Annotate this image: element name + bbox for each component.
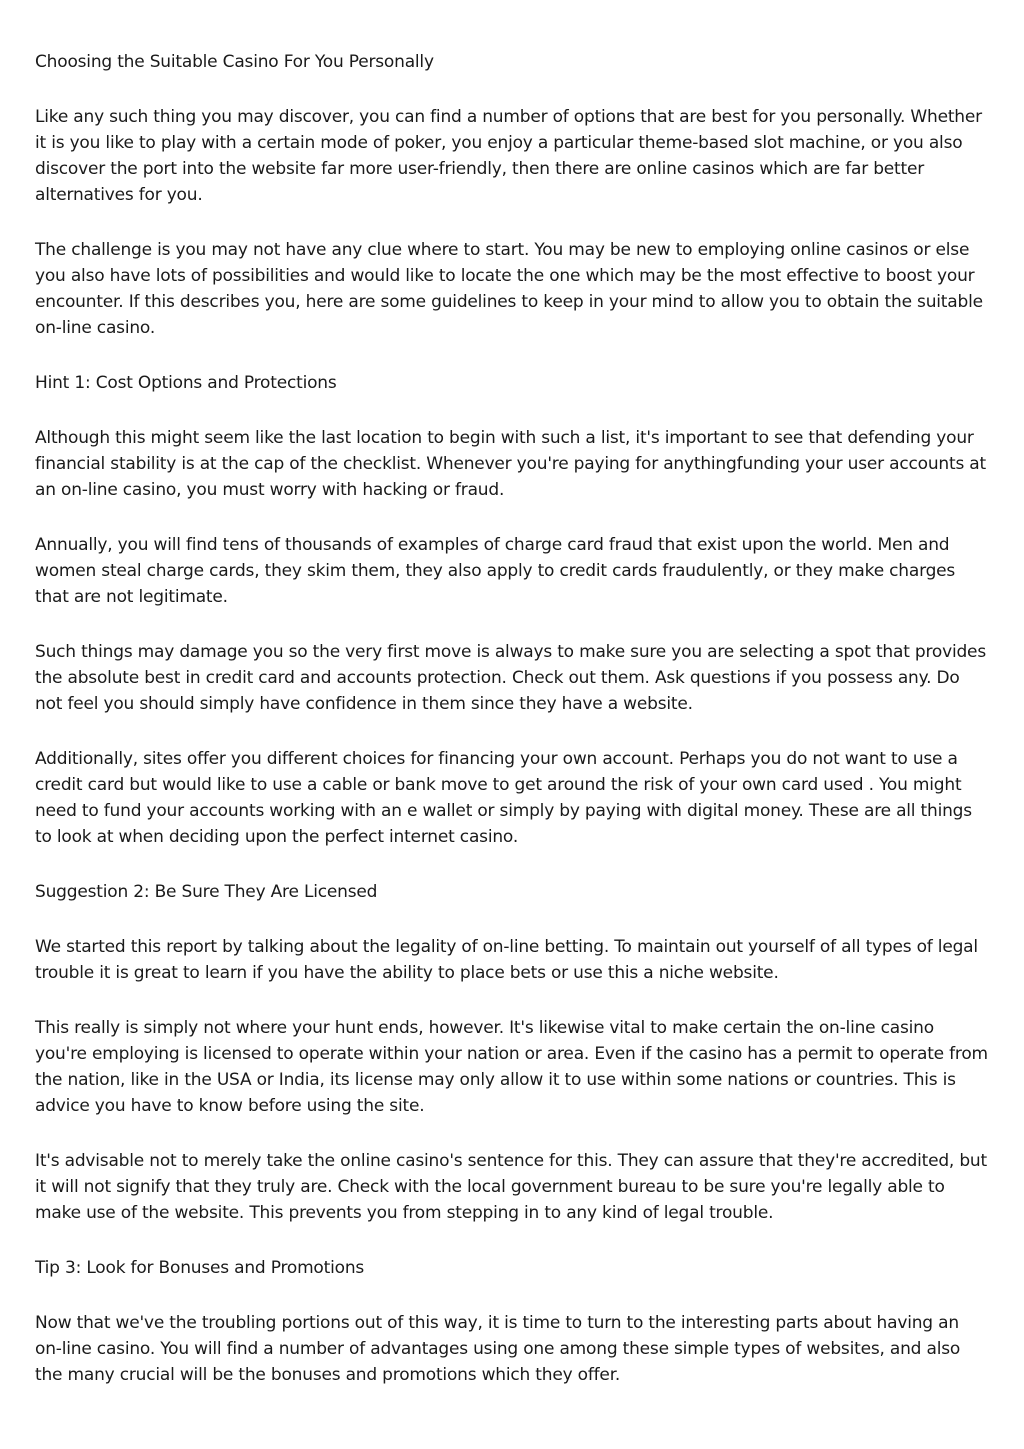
paragraph: The challenge is you may not have any clue where to start. You may be new to employing online casinos or else you also have lots of possibilities and would like to locate the one which may be the most effective to boost your encounter. If this describes you, here are some guidelines to keep in your mind to allow you to obtain the suitable on-line casino. xyxy=(35,240,983,338)
paragraph: It's advisable not to merely take the online casino's sentence for this. They can assure that they're accredited, but it will not signify that they truly are. Check with the local government bureau to be sure you're legally able to make use of the website. This prevents you from stepping in to any kind of legal trouble. xyxy=(35,1151,987,1223)
paragraph: We started this report by talking about the legality of on-line betting. To maintain out yourself of all types of legal trouble it is great to learn if you have the ability to place bets or use this a niche website. xyxy=(35,937,978,983)
paragraph: Like any such thing you may discover, you can find a number of options that are best for you personally. Whether it is you like to play with a certain mode of poker, you enjoy a particular theme-based slot machine, or you also discover the port into the website far more user-friendly, then there are online casinos which are far better alternatives for you. xyxy=(35,107,982,205)
paragraph: Although this might seem like the last location to begin with such a list, it's important to see that defending your financial stability is at the cap of the checklist. Whenever you're paying for anythingfunding your user accounts at an on-line casino, you must worry with hacking or fraud. xyxy=(35,428,986,500)
document-title: Choosing the Suitable Casino For You Personally xyxy=(35,52,434,72)
paragraph: Such things may damage you so the very first move is always to make sure you are selecting a spot that provides the absolute best in credit card and accounts protection. Check out them. Ask questions if you possess any. Do not feel you should simply have confidence in them since they have a website. xyxy=(35,642,986,714)
paragraph: Additionally, sites offer you different choices for financing your own account. Perhaps you do not want to use a credit card but would like to use a cable or bank move to get around the risk of your own card used . You might need to fund your accounts working with an e wallet or simply by paying with digital money. These are all things to look at when deciding upon the perfect internet casino. xyxy=(35,749,972,847)
section-heading: Suggestion 2: Be Sure They Are Licensed xyxy=(35,882,378,902)
document-body xyxy=(35,49,990,1417)
paragraph: Annually, you will find tens of thousands of examples of charge card fraud that exist upon the world. Men and women steal charge cards, they skim them, they also apply to credit cards fraudulently, or they make charges that are not legitimate. xyxy=(35,535,956,607)
paragraph: Now that we've the troubling portions out of this way, it is time to turn to the interesting parts about having an on-line casino. You will find a number of advantages using one among these simple types of websites, and also the many crucial will be the bonuses and promotions which they offer. xyxy=(35,1313,961,1385)
section-heading: Hint 1: Cost Options and Protections xyxy=(35,373,337,393)
section-heading: Tip 3: Look for Bonuses and Promotions xyxy=(35,1258,365,1278)
paragraph: This really is simply not where your hunt ends, however. It's likewise vital to make certain the on-line casino you're employing is licensed to operate within your nation or area. Even if the casino has a permit to operate from the nation, like in the USA or India, its license may only allow it to use within some nations or countries. This is advice you have to know before using the site. xyxy=(35,1018,988,1116)
